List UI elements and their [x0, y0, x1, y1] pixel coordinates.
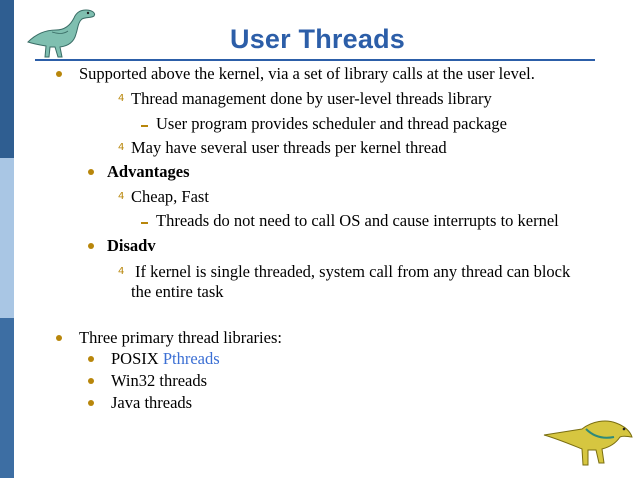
bullet-text: Thread management done by user-level threads library — [131, 89, 492, 108]
bullet-text: Cheap, Fast — [131, 187, 209, 206]
dinosaur-logo-bottom — [542, 407, 634, 469]
left-sidebar-bar — [0, 0, 14, 478]
dash-bullet-icon — [141, 125, 148, 127]
bullet-text: Threads do not need to call OS and cause interrupts to kernel — [156, 211, 559, 230]
bullet-text: Win32 threads — [111, 371, 208, 390]
bullet-text: Java threads — [111, 393, 193, 412]
bullet-dot-icon — [56, 71, 62, 77]
bullet-text: Supported above the kernel, via a set of library calls at the user level. — [79, 64, 535, 83]
bullet-text: If kernel is single threaded, system call from any thread can block — [135, 262, 571, 281]
bullet-dot-icon — [88, 400, 94, 406]
bullet-dot-icon — [88, 356, 94, 362]
bullet-dot-icon — [88, 378, 94, 384]
bullet-text — [111, 349, 220, 369]
disadv-heading: Disadv — [107, 236, 156, 255]
posix-label: POSIX — [111, 349, 163, 368]
bullet-dot-icon — [56, 335, 62, 341]
title-underline — [35, 59, 595, 61]
bullet-text: Three primary thread libraries: — [79, 328, 282, 347]
slide-title: User Threads — [230, 24, 405, 54]
arrow-bullet-icon: 4 — [118, 142, 125, 153]
bullet-dot-icon — [88, 169, 94, 175]
sidebar-dark-segment — [0, 0, 14, 158]
dash-bullet-icon — [141, 222, 148, 224]
arrow-bullet-icon: 4 — [118, 266, 125, 277]
arrow-bullet-icon: 4 — [118, 93, 125, 104]
sidebar-dark-segment-bottom — [0, 318, 14, 478]
bullet-text-continuation: the entire task — [131, 282, 224, 301]
pthreads-link[interactable]: Pthreads — [162, 349, 220, 368]
bullet-text: User program provides scheduler and thread package — [156, 114, 507, 133]
bullet-dot-icon — [88, 243, 94, 249]
dinosaur-logo-top — [22, 4, 100, 60]
sidebar-light-segment — [0, 158, 14, 318]
arrow-bullet-icon: 4 — [118, 191, 125, 202]
advantages-heading: Advantages — [107, 162, 190, 181]
bullet-text: May have several user threads per kernel thread — [131, 138, 447, 157]
